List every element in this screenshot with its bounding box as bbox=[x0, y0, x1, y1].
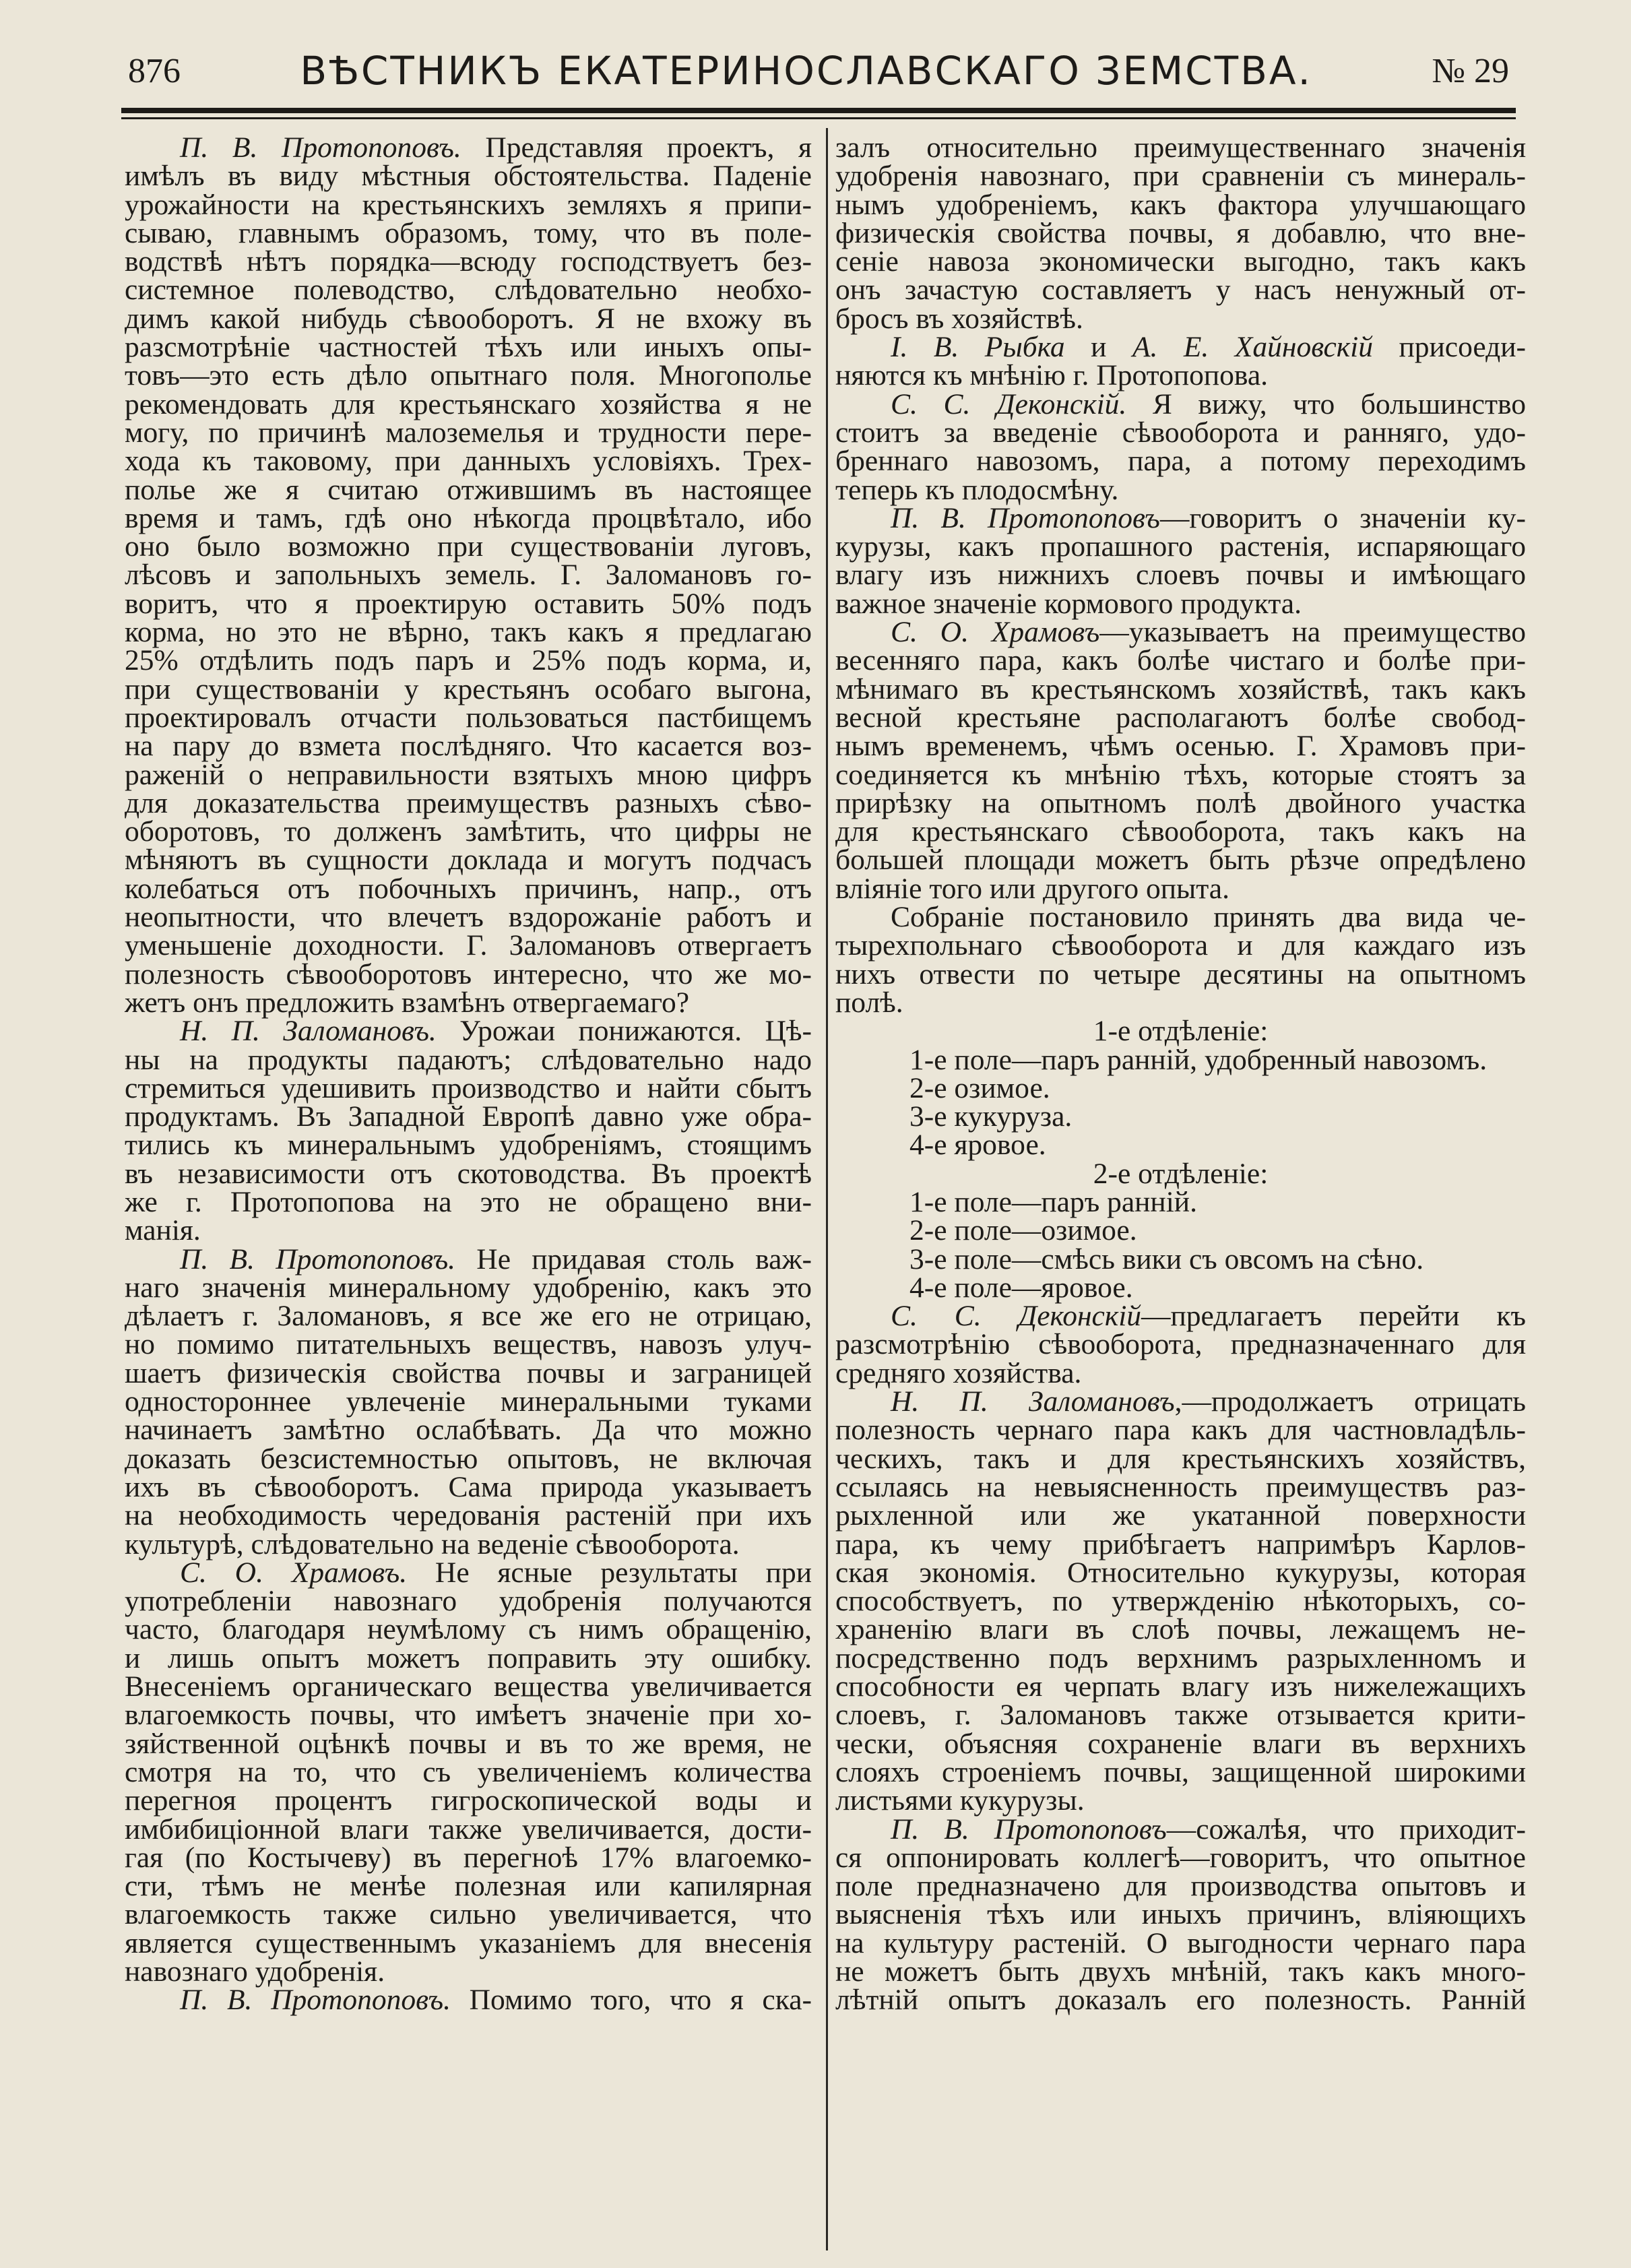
text-line bbox=[125, 1102, 812, 1131]
line-text: перегноя процентъ гигроскопической воды и bbox=[125, 1784, 812, 1817]
left-column bbox=[125, 133, 812, 2015]
page-header bbox=[128, 40, 1509, 101]
line-text: 2-е поле—озимое. bbox=[909, 1214, 1137, 1247]
text-line bbox=[125, 786, 812, 819]
line-text: 4-е яровое. bbox=[909, 1129, 1046, 1162]
line-text: пара, къ чему прибѣгаетъ напримѣръ Карлов- bbox=[835, 1527, 1526, 1561]
line-text: водствѣ нѣтъ порядка—всюду господствуетъ без- bbox=[125, 245, 812, 278]
text-line bbox=[125, 1043, 812, 1076]
line-text: на необходимость чередованія растеній при ихъ bbox=[125, 1499, 812, 1532]
text-line bbox=[125, 1501, 812, 1530]
line-text: ихъ въ сѣвооборотъ. Сама природа указываетъ bbox=[125, 1470, 812, 1503]
text-line bbox=[835, 1043, 1526, 1076]
text-line bbox=[835, 359, 1526, 392]
line-text: на культуру растеній. О выгодности чернаго пара bbox=[835, 1926, 1526, 1959]
line-text: лѣсовъ и запольныхъ земель. Г. Заломановъ го- bbox=[125, 559, 812, 592]
text-line bbox=[125, 1414, 812, 1447]
line-text: слоевъ, г. Заломановъ также отзывается крити- bbox=[835, 1699, 1526, 1732]
text-line bbox=[835, 957, 1526, 990]
line-text: стремиться удешивить производство и найти сбытъ bbox=[125, 1071, 812, 1104]
text-line bbox=[125, 1755, 812, 1788]
line-text: ческихъ, такъ и для крестьянскихъ хозяйствъ, bbox=[835, 1442, 1526, 1475]
text-line bbox=[835, 616, 1526, 649]
line-text: соединяется къ мнѣнію тѣхъ, которые стоятъ за bbox=[835, 758, 1526, 791]
text-line bbox=[835, 1356, 1526, 1389]
text-line bbox=[835, 302, 1526, 335]
line-text: смотря на то, что съ увеличеніемъ количества bbox=[125, 1755, 812, 1788]
line-text: посредственно подъ верхнимъ разрыхленномъ и bbox=[835, 1641, 1526, 1674]
text-line bbox=[835, 1786, 1526, 1815]
text-line bbox=[835, 1242, 1526, 1275]
line-text: же г. Протопопова на это не обращено вни- bbox=[125, 1185, 812, 1218]
line-text: 2-е отдѣленіе: bbox=[1093, 1157, 1269, 1190]
line-text: имбибиціонной влаги также увеличивается, дости- bbox=[125, 1813, 812, 1846]
line-text: способствуетъ, по утвержденію нѣкоторыхъ, со- bbox=[835, 1585, 1526, 1618]
speaker-name: А. Е. Хайновскій bbox=[1132, 331, 1373, 364]
text-line bbox=[125, 1699, 812, 1732]
line-text: разсмотрѣнію сѣвооборота, предназначеннаго для bbox=[835, 1328, 1526, 1361]
line-text: —сожалѣя, что приходит- bbox=[1166, 1813, 1526, 1846]
text-line bbox=[125, 559, 812, 592]
text-line bbox=[125, 1387, 812, 1416]
text-line bbox=[835, 1216, 1526, 1245]
line-text: рекомендовать для крестьянскаго хозяйства я не bbox=[125, 387, 812, 420]
line-text: на пару до взмета послѣдняго. Что касается воз- bbox=[125, 730, 812, 763]
line-text: онъ зачастую составляетъ у насъ ненужный от- bbox=[835, 274, 1526, 307]
text-line bbox=[125, 901, 812, 934]
speaker-name: П. В. Протопоповъ. bbox=[180, 131, 461, 164]
text-line bbox=[835, 758, 1526, 791]
line-text: ны на продукты падаютъ; слѣдовательно надо bbox=[125, 1043, 812, 1076]
line-text: полѣ. bbox=[835, 986, 903, 1019]
text-line bbox=[835, 1984, 1526, 2017]
text-line bbox=[835, 1470, 1526, 1503]
line-text: время и тамъ, гдѣ оно нѣкогда процвѣтало, ибо bbox=[125, 501, 812, 534]
text-line bbox=[125, 730, 812, 763]
text-line bbox=[835, 1129, 1526, 1162]
text-line bbox=[125, 1216, 812, 1245]
line-text: часто, благодаря неумѣлому съ нимъ обращенію, bbox=[125, 1613, 812, 1646]
line-text: оборотовъ, то долженъ замѣтить, что цифры не bbox=[125, 815, 812, 848]
line-text: культурѣ, слѣдовательно на веденіе сѣвооборота. bbox=[125, 1527, 740, 1561]
line-text: доказать безсистемностью опытовъ, не включая bbox=[125, 1442, 812, 1475]
line-text: 25% отдѣлить подъ паръ и 25% подъ корма, и, bbox=[125, 644, 812, 677]
line-text: системное полеводство, слѣдовательно необхо- bbox=[125, 274, 812, 307]
text-line bbox=[835, 644, 1526, 677]
line-text: выясненія тѣхъ или иныхъ причинъ, вліяющихъ bbox=[835, 1898, 1526, 1931]
line-text: весной крестьяне располагаютъ болѣе свобод- bbox=[835, 701, 1526, 734]
line-text: храненію влаги въ слоѣ почвы, лежащемъ не- bbox=[835, 1613, 1526, 1646]
line-text: и лишь опытъ можетъ поправить эту ошибку. bbox=[125, 1641, 812, 1674]
text-line bbox=[835, 1328, 1526, 1361]
line-text: рыхленной или же укатанной поверхности bbox=[835, 1499, 1526, 1532]
text-line bbox=[835, 1414, 1526, 1447]
line-text: —говоритъ о значеніи ку- bbox=[1159, 501, 1526, 534]
speaker-name: С. С. Деконскій bbox=[891, 1300, 1142, 1333]
text-line bbox=[835, 1071, 1526, 1104]
text-line bbox=[835, 473, 1526, 506]
journal-title: ВѢСТНИКЪ ЕКАТЕРИНОСЛАВСКАГО ЗЕМСТВА. bbox=[300, 48, 1312, 94]
line-text: 4-е поле—яровое. bbox=[909, 1271, 1133, 1304]
line-text: для крестьянскаго сѣвооборота, такъ какъ на bbox=[835, 815, 1526, 848]
text-line bbox=[835, 1501, 1526, 1530]
text-line bbox=[835, 1157, 1526, 1190]
speaker-name: С. С. Деконскій. bbox=[891, 387, 1127, 420]
text-line bbox=[835, 872, 1526, 905]
line-text: тырехпольнаго сѣвооборота и для каждаго изъ bbox=[835, 929, 1526, 962]
line-text: бреннаго навозомъ, пара, а потому переходимъ bbox=[835, 445, 1526, 478]
line-text: воритъ, что я проектирую оставить 50% подъ bbox=[125, 587, 812, 620]
text-line bbox=[835, 844, 1526, 877]
line-text: сеніе навоза экономически выгодно, такъ какъ bbox=[835, 245, 1526, 278]
line-text: жетъ онъ предложить взамѣнъ отвергаемаго? bbox=[125, 986, 690, 1019]
speaker-name: Н. П. Заломановъ. bbox=[180, 1015, 437, 1048]
text-line bbox=[835, 786, 1526, 819]
line-text: физическія свойства почвы, я добавлю, что вне- bbox=[835, 216, 1526, 249]
line-text: 1-е отдѣленіе: bbox=[1093, 1015, 1269, 1048]
line-text: слояхъ строеніемъ почвы, защищенной широкими bbox=[835, 1755, 1526, 1788]
text-line bbox=[125, 1870, 812, 1903]
line-text: полезность сѣвооборотовъ интересно, что же мо- bbox=[125, 957, 812, 990]
line-text: —указываетъ на преимущество bbox=[1099, 616, 1526, 649]
line-text: уменьшеніе доходности. Г. Заломановъ отвергаетъ bbox=[125, 929, 812, 962]
line-text: стоитъ за введеніе сѣвооборота и ранняго, удо- bbox=[835, 416, 1526, 449]
text-line bbox=[125, 1242, 812, 1275]
line-text: листьями кукурузы. bbox=[835, 1784, 1085, 1817]
text-line bbox=[125, 1898, 812, 1931]
speaker-name: П. В. Протопоповъ. bbox=[180, 1242, 456, 1275]
text-line bbox=[835, 532, 1526, 561]
text-line bbox=[835, 1898, 1526, 1931]
speaker-name: I. В. Рыбка bbox=[891, 331, 1065, 364]
text-line bbox=[125, 872, 812, 905]
page-number: 876 bbox=[128, 51, 181, 90]
text-line bbox=[125, 929, 812, 962]
text-line bbox=[835, 1300, 1526, 1333]
text-line bbox=[835, 988, 1526, 1017]
line-text: манія. bbox=[125, 1214, 201, 1247]
line-text: бросъ въ хозяйствѣ. bbox=[835, 302, 1083, 335]
text-line bbox=[125, 1015, 812, 1048]
text-line bbox=[125, 1527, 812, 1561]
line-text: продуктамъ. Въ Западной Европѣ давно уже обра- bbox=[125, 1100, 812, 1133]
text-line bbox=[125, 302, 812, 335]
line-text: товъ—это есть дѣло опытнаго поля. Многополье bbox=[125, 359, 812, 392]
text-line bbox=[125, 1786, 812, 1815]
text-line bbox=[125, 1613, 812, 1646]
line-text: влагоемкость почвы, что имѣетъ значеніе при хо- bbox=[125, 1699, 812, 1732]
line-text: Внесеніемъ органическаго вещества увеличивается bbox=[125, 1670, 812, 1703]
line-text: для доказательства преимуществъ разныхъ сѣво- bbox=[125, 786, 812, 819]
issue-number: № 29 bbox=[1432, 51, 1509, 90]
text-line bbox=[835, 331, 1527, 364]
text-line bbox=[125, 473, 812, 506]
text-line bbox=[125, 188, 812, 221]
text-line bbox=[835, 1558, 1526, 1587]
text-line bbox=[125, 387, 812, 420]
text-line bbox=[125, 1815, 812, 1844]
line-text: важное значеніе кормового продукта. bbox=[835, 587, 1302, 620]
text-line bbox=[835, 1185, 1526, 1218]
line-text: при существованіи у крестьянъ особаго выгона, bbox=[125, 672, 812, 705]
line-text: одностороннее увлеченіе минеральными туками bbox=[125, 1385, 812, 1418]
line-text: гая (по Костычеву) въ перегноѣ 17% влагоемко- bbox=[125, 1841, 812, 1874]
line-text: нихъ отвести по четыре десятины на опытномъ bbox=[835, 957, 1526, 990]
text-line bbox=[835, 1815, 1526, 1844]
line-text: начинаетъ замѣтно ослабѣвать. Да что можно bbox=[125, 1414, 812, 1447]
text-line bbox=[835, 247, 1526, 276]
line-text: прирѣзку на опытномъ полѣ двойного участка bbox=[835, 786, 1526, 819]
text-line bbox=[835, 1442, 1526, 1475]
text-line bbox=[835, 418, 1526, 447]
line-text: поле предназначено для производства опытовъ и bbox=[835, 1870, 1526, 1903]
line-text: нымъ временемъ, чѣмъ осенью. Г. Храмовъ при- bbox=[835, 730, 1526, 763]
text-line bbox=[835, 1841, 1526, 1874]
line-text: зяйственной оцѣнкѣ почвы и въ то же время, не bbox=[125, 1727, 812, 1760]
line-text: употребленіи навознаго удобренія получаются bbox=[125, 1585, 812, 1618]
text-line bbox=[125, 1356, 812, 1389]
text-line bbox=[835, 1957, 1526, 1986]
line-text: ся оппонировать коллегѣ—говоритъ, что опытное bbox=[835, 1841, 1526, 1874]
line-text: няются къ мнѣнію г. Протопопова. bbox=[835, 359, 1269, 392]
text-line bbox=[835, 587, 1526, 620]
line-text: 3-е поле—смѣсь вики съ овсомъ на сѣно. bbox=[909, 1242, 1424, 1275]
line-text: нымъ удобреніемъ, какъ фактора улучшающаго bbox=[835, 188, 1526, 221]
line-text: способности ея черпать влагу изъ нижележащихъ bbox=[835, 1670, 1526, 1703]
text-line bbox=[125, 844, 812, 877]
line-text: имѣлъ въ виду мѣстныя обстоятельства. Паденіе bbox=[125, 160, 812, 193]
text-line bbox=[835, 1699, 1526, 1732]
speaker-name: П. В. Протопоповъ. bbox=[180, 1984, 451, 2017]
header-rule-thick bbox=[121, 108, 1516, 113]
text-line bbox=[835, 817, 1526, 846]
text-line bbox=[125, 1470, 812, 1503]
line-text: средняго хозяйства. bbox=[835, 1356, 1082, 1389]
line-text: присоеди- bbox=[1373, 331, 1527, 364]
text-line bbox=[835, 188, 1526, 221]
line-text: шаетъ физическія свойства почвы и заграницей bbox=[125, 1356, 812, 1389]
text-line bbox=[835, 901, 1526, 934]
line-text: раженій о неправильности взятыхъ мною цифръ bbox=[125, 758, 812, 791]
text-line bbox=[835, 1613, 1526, 1646]
line-text: —предлагаетъ перейти къ bbox=[1141, 1300, 1526, 1333]
text-line bbox=[125, 501, 812, 534]
text-line bbox=[835, 1585, 1526, 1618]
text-line bbox=[835, 1102, 1526, 1131]
line-text: чески, объясняя сохраненіе влаги въ верхнихъ bbox=[835, 1727, 1526, 1760]
line-text: проектировалъ отчасти пользоваться пастбищемъ bbox=[125, 701, 812, 734]
text-line bbox=[125, 1129, 812, 1162]
text-line bbox=[835, 501, 1526, 534]
text-line bbox=[835, 160, 1526, 193]
line-text: Собраніе постановило принять два вида че- bbox=[891, 901, 1526, 934]
line-text: мѣняютъ въ сущности доклада и могутъ подчасъ bbox=[125, 844, 812, 877]
line-text: сываю, главнымъ образомъ, тому, что въ поле- bbox=[125, 216, 812, 249]
line-text: 2-е озимое. bbox=[909, 1071, 1050, 1104]
line-text: неопытности, что влечетъ вздорожаніе работъ и bbox=[125, 901, 812, 934]
line-text: является существеннымъ указаніемъ для внесенія bbox=[125, 1926, 812, 1959]
text-line bbox=[835, 1641, 1526, 1674]
speaker-name: С. О. Храмовъ bbox=[891, 616, 1100, 649]
text-line bbox=[125, 988, 812, 1017]
text-line bbox=[835, 133, 1526, 162]
text-line bbox=[835, 1926, 1526, 1959]
line-text: колебаться отъ побочныхъ причинъ, напр., отъ bbox=[125, 872, 812, 905]
text-line bbox=[125, 1957, 812, 1986]
line-text: димъ какой нибудь сѣвооборотъ. Я не вхожу въ bbox=[125, 302, 812, 335]
text-line bbox=[125, 1558, 812, 1587]
text-line bbox=[835, 1387, 1526, 1416]
line-text: корма, но это не вѣрно, такъ какъ я предлагаю bbox=[125, 616, 812, 649]
speaker-name: П. В. Протопоповъ bbox=[891, 501, 1160, 534]
line-text: могу, по причинѣ малоземелья и трудности пере- bbox=[125, 416, 812, 449]
line-text: залъ относительно преимущественнаго значенія bbox=[835, 131, 1526, 164]
line-text: въ независимости отъ скотоводства. Въ проектѣ bbox=[125, 1157, 812, 1190]
text-line bbox=[125, 359, 812, 392]
right-column bbox=[835, 133, 1526, 2015]
text-line bbox=[835, 445, 1526, 478]
text-line bbox=[125, 1185, 812, 1218]
text-line bbox=[125, 616, 812, 649]
line-text: Я вижу, что большинство bbox=[1126, 387, 1526, 420]
line-text: теперь къ плодосмѣну. bbox=[835, 473, 1119, 506]
text-line bbox=[125, 1071, 812, 1104]
line-text: Представляя проектъ, я bbox=[461, 131, 812, 164]
column-divider bbox=[826, 128, 828, 2250]
line-text: ,—продолжаетъ отрицать bbox=[1174, 1385, 1526, 1418]
text-line bbox=[125, 672, 812, 705]
text-line bbox=[835, 1755, 1526, 1788]
line-text: не можетъ быть двухъ мнѣній, такъ какъ много- bbox=[835, 1955, 1526, 1988]
text-line bbox=[835, 559, 1526, 592]
line-text: сти, тѣмъ не менѣе полезная или капилярная bbox=[125, 1870, 812, 1903]
text-line bbox=[835, 1870, 1526, 1903]
text-line bbox=[835, 703, 1526, 732]
text-line bbox=[125, 1984, 812, 2017]
text-line bbox=[125, 1328, 812, 1361]
text-line bbox=[125, 817, 812, 846]
text-line bbox=[125, 418, 812, 447]
text-line bbox=[125, 445, 812, 478]
text-line bbox=[125, 1641, 812, 1674]
line-text: дѣлаетъ г. Заломановъ, я все же его не отрицаю, bbox=[125, 1300, 812, 1333]
line-text: ссылаясь на невыясненность преимуществъ раз- bbox=[835, 1470, 1526, 1503]
text-line bbox=[835, 1273, 1526, 1302]
line-text: полезность чернаго пара какъ для частновладѣль- bbox=[835, 1414, 1526, 1447]
text-line bbox=[125, 160, 812, 193]
text-line bbox=[835, 929, 1526, 962]
text-line bbox=[125, 331, 812, 364]
line-text: Урожаи понижаются. Цѣ- bbox=[436, 1015, 812, 1048]
line-text: 1-е поле—паръ ранній, удобренный навозомъ. bbox=[909, 1043, 1488, 1076]
line-text: удобренія навознаго, при сравненіи съ минераль- bbox=[835, 160, 1526, 193]
line-text: ская экономія. Относительно кукурузы, которая bbox=[835, 1556, 1526, 1589]
line-text: влагу изъ нижнихъ слоевъ почвы и имѣющаго bbox=[835, 559, 1526, 592]
text-line bbox=[125, 1727, 812, 1760]
text-line bbox=[125, 1157, 812, 1190]
line-text: разсмотрѣніе частностей тѣхъ или иныхъ опы- bbox=[125, 331, 812, 364]
speaker-name: Н. П. Заломановъ bbox=[891, 1385, 1175, 1418]
text-line bbox=[125, 274, 812, 307]
text-line bbox=[125, 644, 812, 677]
line-text: вліяніе того или другого опыта. bbox=[835, 872, 1229, 905]
text-line bbox=[125, 758, 812, 791]
line-text: мѣнимаго въ крестьянскомъ хозяйствѣ, такъ какъ bbox=[835, 672, 1526, 705]
text-line bbox=[125, 216, 812, 249]
line-text: большей площади можетъ быть рѣзче опредѣлено bbox=[835, 844, 1526, 877]
line-text: наго значенія минеральному удобренію, какъ это bbox=[125, 1271, 812, 1304]
text-line bbox=[835, 672, 1526, 705]
line-text: оно было возможно при существованіи луговъ, bbox=[125, 530, 812, 563]
text-line bbox=[125, 532, 812, 561]
line-text: Не ясные результаты при bbox=[407, 1556, 812, 1589]
text-line bbox=[835, 216, 1526, 249]
line-text: Не придавая столь важ- bbox=[455, 1242, 812, 1275]
text-line bbox=[835, 274, 1526, 307]
text-line bbox=[125, 587, 812, 620]
text-line bbox=[125, 247, 812, 276]
line-text: навознаго удобренія. bbox=[125, 1955, 385, 1988]
speaker-name: П. В. Протопоповъ bbox=[891, 1813, 1167, 1846]
line-text: курузы, какъ пропашного растенія, испаряющаго bbox=[835, 530, 1526, 563]
line-text: тились къ минеральнымъ удобреніямъ, стоящимъ bbox=[125, 1129, 812, 1162]
text-line bbox=[125, 1300, 812, 1333]
text-line bbox=[125, 703, 812, 732]
line-text: весенняго пара, какъ болѣе чистаго и болѣе при- bbox=[835, 644, 1526, 677]
text-line bbox=[835, 1015, 1526, 1048]
speaker-name: С. О. Храмовъ. bbox=[180, 1556, 408, 1589]
line-text: но помимо питательныхъ веществъ, навозъ улуч- bbox=[125, 1328, 812, 1361]
text-line bbox=[125, 1672, 812, 1701]
line-text: полье же я считаю отжившимъ въ настоящее bbox=[125, 473, 812, 506]
text-line bbox=[835, 1727, 1526, 1760]
text-line bbox=[125, 133, 812, 162]
text-line bbox=[835, 730, 1526, 763]
line-text: хода къ таковому, при данныхъ условіяхъ. Трех- bbox=[125, 445, 812, 478]
line-text: 1-е поле—паръ ранній. bbox=[909, 1185, 1197, 1218]
line-text: урожайности на крестьянскихъ земляхъ я припи- bbox=[125, 188, 812, 221]
text-line bbox=[125, 957, 812, 990]
text-line bbox=[835, 1672, 1526, 1701]
text-line bbox=[835, 387, 1526, 420]
line-text: Помимо того, что я ска- bbox=[450, 1984, 812, 2017]
line-text: лѣтній опытъ доказалъ его полезность. Ранній bbox=[835, 1984, 1526, 2017]
text-line bbox=[125, 1926, 812, 1959]
text-line bbox=[125, 1442, 812, 1475]
header-rule-thin bbox=[121, 117, 1516, 119]
text-line bbox=[835, 1527, 1526, 1561]
text-line bbox=[125, 1273, 812, 1302]
line-text: 3-е кукуруза. bbox=[909, 1100, 1073, 1133]
text-line bbox=[125, 1585, 812, 1618]
text-line bbox=[125, 1841, 812, 1874]
line-text: влагоемкость также сильно увеличивается, что bbox=[125, 1898, 812, 1931]
line-text: и bbox=[1064, 331, 1132, 364]
